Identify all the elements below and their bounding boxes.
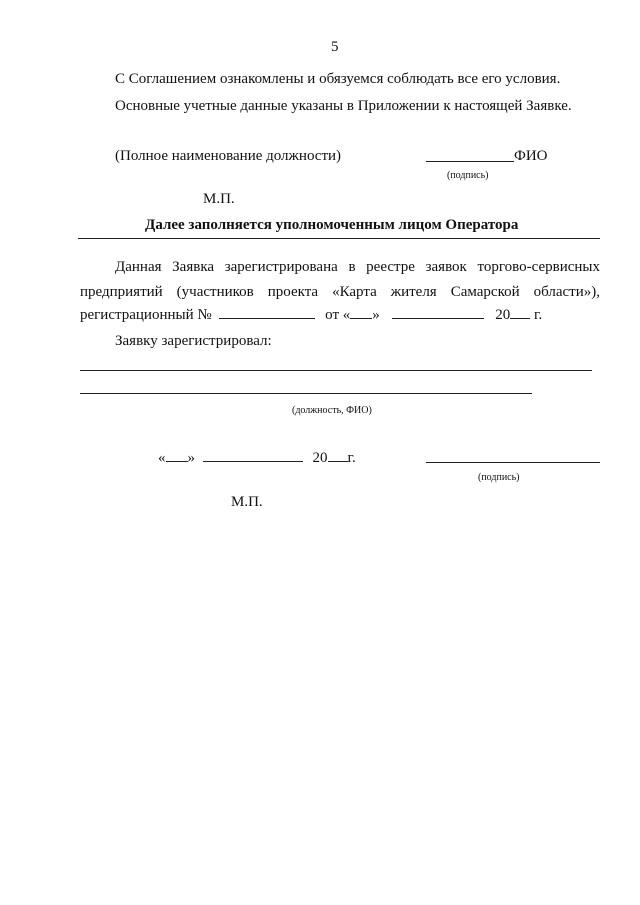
registration-number-row [80, 306, 542, 324]
date-quote-open: « [158, 450, 166, 466]
registration-year-field[interactable] [510, 306, 530, 319]
applicant-signature-line[interactable] [426, 161, 514, 162]
stamp-label: М.П. [203, 191, 235, 207]
quote-close: » [372, 307, 380, 323]
signature-caption: (подпись) [447, 170, 489, 181]
final-signature-line[interactable] [426, 462, 600, 463]
final-stamp-label: М.П. [231, 494, 263, 510]
final-signature-caption: (подпись) [478, 472, 520, 483]
from-label: от « [325, 307, 351, 323]
registrar-line-2[interactable] [80, 393, 532, 394]
accounting-data-statement: Основные учетные данные указаны в Приложении к настоящей Заявке. [115, 98, 572, 114]
registration-number-field[interactable] [219, 306, 315, 319]
date-year-field[interactable] [328, 449, 348, 462]
date-year-suffix: г. [347, 450, 356, 466]
position-label: (Полное наименование должности) [115, 148, 342, 164]
position-fio-caption: (должность, ФИО) [292, 405, 372, 416]
registration-month-field[interactable] [392, 306, 484, 319]
date-month-field[interactable] [203, 449, 303, 462]
registration-paragraph-line2: предприятий (участников проекта «Карта жителя Самарской области»), [80, 284, 600, 300]
date-day-field[interactable] [166, 449, 188, 462]
registration-number-label: регистрационный № [80, 307, 212, 323]
operator-section-heading: Далее заполняется уполномоченным лицом Оператора [145, 217, 519, 233]
page-number: 5 [331, 39, 339, 55]
date-row [158, 449, 356, 467]
section-divider [78, 238, 600, 239]
registrar-line-1[interactable] [80, 370, 592, 371]
date-year-prefix: 20 [312, 450, 328, 466]
fio-label: ФИО [514, 148, 548, 164]
year-prefix: 20 [495, 307, 511, 323]
year-suffix: г. [534, 307, 543, 323]
agreement-statement: С Соглашением ознакомлены и обязуемся соблюдать все его условия. [115, 71, 561, 87]
registration-paragraph-line1: Данная Заявка зарегистрирована в реестре заявок торгово-сервисных [115, 259, 600, 275]
registered-by-label: Заявку зарегистрировал: [115, 333, 272, 349]
date-quote-close: » [187, 450, 195, 466]
registration-day-field[interactable] [350, 306, 372, 319]
